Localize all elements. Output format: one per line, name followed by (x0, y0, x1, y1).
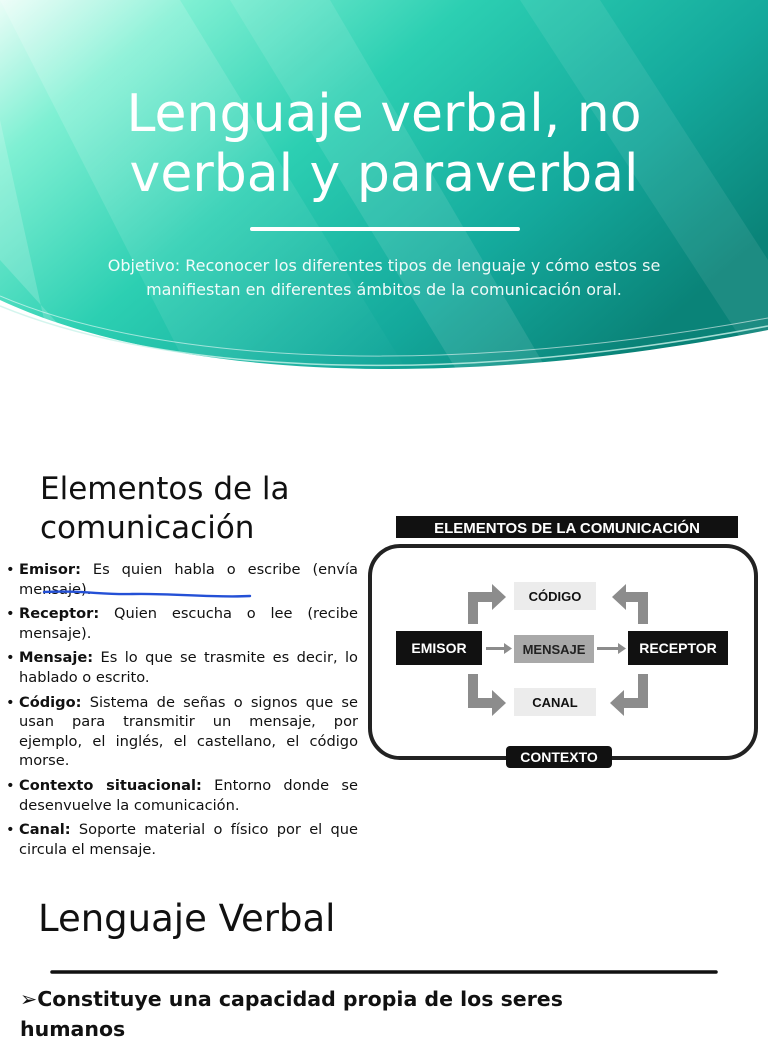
arrow-canal-receptor (610, 674, 648, 716)
contexto-label: CONTEXTO (520, 749, 598, 765)
term-definition: Entorno donde se desenvuelve la comunicación. (19, 776, 358, 814)
term-label: Receptor: (19, 605, 100, 623)
slide-objective: Objetivo: Reconocer los diferentes tipos de lenguaje y cómo estos se manifiestan en diferentes ámbitos de la comunicación oral. (107, 256, 661, 299)
title-underline (250, 227, 520, 231)
term-definition: Es quien habla o escribe (envía mensaje). (19, 561, 358, 598)
arrow-bullet-icon: ➢ (20, 987, 38, 1011)
term-label: Mensaje: (19, 649, 94, 667)
list-item-emisor: • Emisor: Es quien habla o escribe (envía mensaje). (6, 561, 358, 598)
term-definition: Quien escucha o lee (recibe mensaje). (19, 605, 358, 642)
emisor-label: EMISOR (411, 640, 467, 656)
title-slide (0, 0, 768, 392)
bullet-text: Constituye una capacidad propia de los seres humanos (20, 987, 563, 1041)
pen-annotation (42, 586, 254, 602)
communication-diagram (366, 512, 762, 774)
arrow-emisor-mensaje (486, 643, 512, 654)
arrow-mensaje-receptor (597, 643, 626, 654)
term-label: Contexto situacional: (19, 776, 202, 794)
slide-heading: Lenguaje Verbal (38, 897, 336, 940)
term-label: Canal: (19, 821, 71, 839)
list-item-codigo: • Código: Sistema de señas o signos que se usan para transmitir un mensaje, por ejemplo, el inglés, el castellano, el código morse. (6, 693, 358, 770)
arrow-emisor-canal (468, 674, 506, 716)
codigo-label: CÓDIGO (528, 589, 582, 604)
receptor-label: RECEPTOR (639, 640, 717, 656)
term-definition: Es lo que se trasmite es decir, lo hablado o escrito. (19, 649, 358, 686)
list-item-canal: • Canal: Soporte material o físico por el que circula el mensaje. (6, 821, 358, 858)
diagram-header: ELEMENTOS DE LA COMUNICACIÓN (434, 520, 700, 537)
list-item-receptor: • Receptor: Quien escucha o lee (recibe mensaje). (6, 605, 358, 642)
heading-underline (50, 969, 718, 975)
bullet-item (20, 984, 580, 1044)
mensaje-label: MENSAJE (522, 642, 586, 657)
list-item-mensaje: • Mensaje: Es lo que se trasmite es decir, lo hablado o escrito. (6, 649, 358, 686)
elements-list (6, 560, 358, 864)
arrow-codigo-receptor (612, 584, 648, 624)
term-definition: Soporte material o físico por el que circula el mensaje. (19, 821, 358, 858)
arrow-emisor-codigo (468, 584, 506, 624)
list-item-contexto: • Contexto situacional: Entorno donde se desenvuelve la comunicación. (6, 776, 358, 814)
slide-title: Lenguaje verbal, no verbal y paraverbal (126, 84, 642, 204)
term-label: Código: (19, 693, 82, 711)
canal-label: CANAL (532, 695, 578, 710)
term-definition: Sistema de señas o signos que se usan para transmitir un mensaje, por ejemplo, el inglés, el castellano, el código morse. (19, 693, 358, 770)
section-heading: Elementos de la comunicación (40, 471, 290, 546)
term-label: Emisor: (19, 561, 81, 578)
